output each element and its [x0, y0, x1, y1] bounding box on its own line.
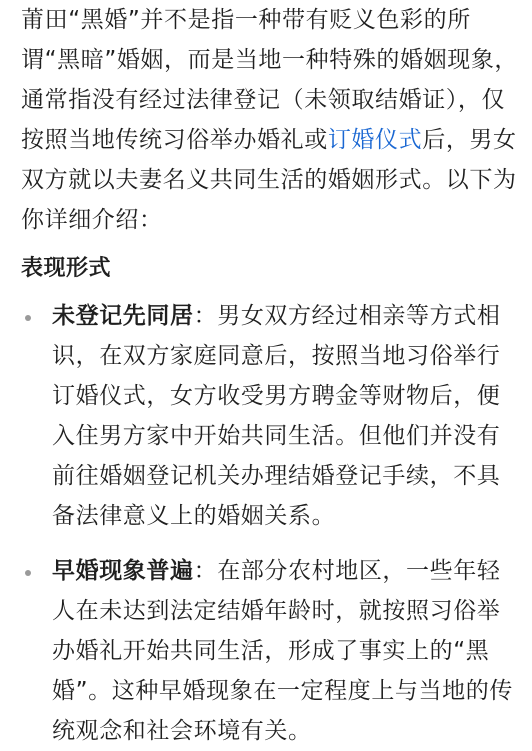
bullet-dot-icon: [25, 570, 31, 576]
intro-paragraph: [21, 0, 521, 240]
forms-list: [0, 296, 532, 751]
list-item-title: 早婚现象普遍: [52, 558, 194, 584]
list-item-separator: ：: [193, 558, 218, 584]
intro-text-before-link: 莆田“黑婚”并不是指一种带有贬义色彩的所谓“黑暗”婚姻，而是当地一种特殊的婚姻现象，通常指没有经过法律登记（未领取结婚证），仅按照当地传统习俗举办婚礼或: [21, 7, 519, 153]
engagement-ceremony-link[interactable]: 订婚仪式: [327, 127, 423, 153]
list-item: [0, 551, 532, 751]
list-item-title: 未登记先同居: [52, 303, 194, 329]
list-item-separator: ：: [193, 303, 218, 329]
list-item-text: 在部分农村地区，一些年轻人在未达到法定结婚年龄时，就按照习俗举办婚礼开始共同生活，形成了事实上的“黑婚”。这种早婚现象在一定程度上与当地的传统观念和社会环境有关。: [52, 558, 513, 744]
list-item-text: 男女双方经过相亲等方式相识，在双方家庭同意后，按照当地习俗举行订婚仪式，女方收受男方聘金等财物后，便入住男方家中开始共同生活。但他们并没有前往婚姻登记机关办理结婚登记手续，不具备法律意义上的婚姻关系。: [52, 303, 501, 529]
list-item: [0, 296, 532, 536]
section-heading: 表现形式: [21, 256, 112, 281]
bullet-dot-icon: [25, 315, 31, 321]
intro-text-after-link: 后，男女双方就以夫妻名义共同生活的婚姻形式。以下为你详细介绍：: [21, 127, 517, 233]
